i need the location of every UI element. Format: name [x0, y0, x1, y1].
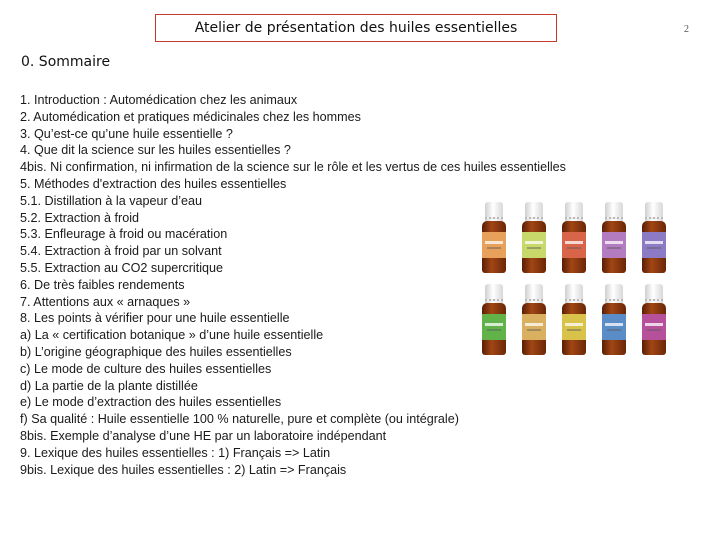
toc-item: c) Le mode de culture des huiles essentielles [20, 361, 272, 376]
toc-item: 6. De très faibles rendements [20, 277, 185, 292]
bottle-label [602, 314, 626, 340]
toc-item: 8bis. Exemple d’analyse d’une HE par un laboratoire indépendant [20, 428, 387, 443]
bottle-cap [565, 284, 583, 304]
oil-bottle [520, 284, 548, 356]
toc-item: 7. Attentions aux « arnaques » [20, 294, 191, 309]
toc-item: 1. Introduction : Automédication chez les animaux [20, 93, 298, 107]
toc-item: 4. Que dit la science sur les huiles essentielles ? [20, 143, 291, 158]
bottle-label [482, 232, 506, 258]
oil-bottle [640, 202, 668, 274]
toc-item: 5.1. Distillation à la vapeur d’eau [20, 193, 203, 208]
bottle-cap [645, 202, 663, 222]
bottle-label [642, 314, 666, 340]
page-number: 2 [684, 24, 689, 35]
bottle-cap [605, 202, 623, 222]
toc-item: a) La « certification botanique » d’une huile essentielle [20, 328, 324, 343]
bottle-label [522, 232, 546, 258]
bottle-cap [565, 202, 583, 222]
toc-item: 5.2. Extraction à froid [20, 210, 140, 225]
slide-title: Atelier de présentation des huiles essentielles [194, 20, 518, 36]
toc-item: 5. Méthodes d'extraction des huiles essentielles [20, 176, 287, 191]
toc-item: e) Le mode d’extraction des huiles essentielles [20, 395, 282, 410]
toc-item: b) L’origine géographique des huiles essentielles [20, 344, 292, 359]
oil-bottle [560, 284, 588, 356]
bottle-cap [525, 202, 543, 222]
section-heading: 0. Sommaire [21, 54, 111, 70]
bottle-label [642, 232, 666, 258]
toc-item: 3. Qu’est-ce qu’une huile essentielle ? [20, 126, 233, 141]
essential-oil-bottles-icon [472, 196, 682, 368]
oil-bottle [640, 284, 668, 356]
bottle-label [602, 232, 626, 258]
toc-item: f) Sa qualité : Huile essentielle 100 % naturelle, pure et complète (ou intégrale) [20, 412, 459, 427]
oil-bottle [480, 284, 508, 356]
bottle-label [562, 232, 586, 258]
toc-item: 5.4. Extraction à froid par un solvant [20, 244, 222, 259]
bottle-cap [605, 284, 623, 304]
toc-item: 5.3. Enfleurage à froid ou macération [20, 227, 228, 242]
toc-item: 4bis. Ni confirmation, ni infirmation de la science sur le rôle et les vertus de ces huiles essentielles [20, 160, 566, 175]
toc-item: 9bis. Lexique des huiles essentielles : 2) Latin => Français [20, 462, 347, 477]
oil-bottle [600, 202, 628, 274]
toc-item: 2. Automédication et pratiques médicinales chez les hommes [20, 109, 361, 124]
bottle-cap [485, 284, 503, 304]
toc-item: 5.5. Extraction au CO2 supercritique [20, 260, 224, 275]
toc-item: 9. Lexique des huiles essentielles : 1) Français => Latin [20, 445, 331, 460]
bottle-label [562, 314, 586, 340]
bottle-cap [485, 202, 503, 222]
oil-bottle [480, 202, 508, 274]
bottle-label [482, 314, 506, 340]
toc-item: 8. Les points à vérifier pour une huile essentielle [20, 311, 290, 326]
bottle-cap [645, 284, 663, 304]
slide-title-box [155, 14, 557, 42]
bottle-cap [525, 284, 543, 304]
oil-bottle [520, 202, 548, 274]
oil-bottle [600, 284, 628, 356]
bottle-label [522, 314, 546, 340]
oil-bottle [560, 202, 588, 274]
toc-item: d) La partie de la plante distillée [20, 378, 198, 393]
